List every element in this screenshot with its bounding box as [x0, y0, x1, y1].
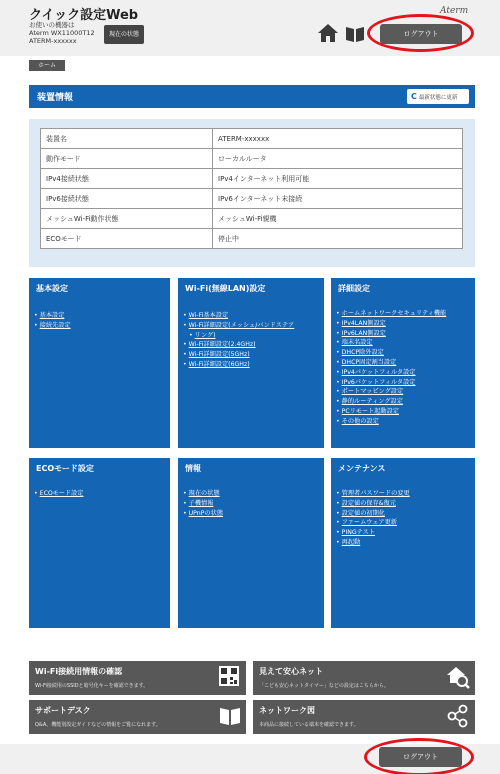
link-device-name[interactable]: • 端末名設定 [336, 338, 446, 348]
link-admin-password[interactable]: • 管理者パスワードの変更 [336, 489, 410, 499]
row-value: ATERM-xxxxxx [213, 129, 463, 149]
link-current-status[interactable]: • 現在の状態 [183, 489, 223, 499]
device-info [29, 21, 95, 45]
link-reboot[interactable]: • 再起動 [336, 538, 410, 548]
link-client-info[interactable]: • 子機情報 [183, 499, 223, 509]
row-value: IPv4インターネット利用可能 [213, 169, 463, 189]
panel-title: メンテナンス [338, 464, 386, 473]
home-icon[interactable] [317, 23, 339, 43]
table-row [41, 149, 463, 169]
shortcut-title: ネットワーク図 [259, 706, 315, 715]
home-search-icon [446, 665, 470, 689]
link-firmware-update[interactable]: • ファームウェア更新 [336, 518, 410, 528]
row-key: IPv6接続状態 [41, 189, 213, 209]
link-static-routing[interactable]: • 静的ルーティング設定 [336, 397, 446, 407]
row-value: メッシュWi-Fi親機 [213, 209, 463, 229]
link-factory-reset[interactable]: • 設定値の初期化 [336, 509, 410, 519]
device-info-header [29, 85, 475, 108]
aterm-logo: Aterm [440, 6, 469, 16]
link-wifi-24ghz[interactable]: • Wi-Fi詳細設定(2.4GHz) [183, 340, 294, 350]
panel-title: 基本設定 [36, 284, 68, 293]
link-dhcp-fixed[interactable]: • DHCP固定割当設定 [336, 358, 446, 368]
refresh-icon: C [411, 92, 417, 101]
shortcut-title: 見えて安心ネット [259, 667, 323, 676]
panel-links [34, 311, 71, 331]
open-book-icon [218, 706, 242, 726]
shortcut-subtitle: Wi-Fi接続用のSSIDと暗号化キーを確認できます。 [35, 683, 149, 689]
app-title: クイック設定Web [29, 8, 139, 23]
panel-title: Wi-Fi(無線LAN)設定 [185, 284, 266, 293]
link-ipv6-lan[interactable]: • IPv6LAN側設定 [336, 329, 446, 339]
link-port-mapping[interactable]: • ポートマッピング設定 [336, 387, 446, 397]
support-desk-button[interactable] [29, 700, 246, 734]
link-other-settings[interactable]: • その他の設定 [336, 417, 446, 427]
table-row [41, 169, 463, 189]
table-row [41, 229, 463, 249]
link-dhcp-exclude[interactable]: • DHCP除外設定 [336, 348, 446, 358]
device-info-title: 装置情報 [37, 93, 74, 103]
wifi-info-confirm-button[interactable] [29, 661, 246, 695]
row-key: メッシュWi-Fi動作状態 [41, 209, 213, 229]
panel-wifi-settings [178, 278, 324, 448]
link-wifi-6ghz[interactable]: • Wi-Fi詳細設定(6GHz) [183, 360, 294, 370]
network-map-button[interactable] [253, 700, 475, 734]
row-value: 停止中 [213, 229, 463, 249]
device-model: Aterm WX11000T12 [29, 29, 95, 37]
row-value: ローカルルータ [213, 149, 463, 169]
panel-basic-settings [29, 278, 170, 448]
table-row [41, 209, 463, 229]
link-wifi-5ghz[interactable]: • Wi-Fi詳細設定(5GHz) [183, 350, 294, 360]
panel-title: ECOモード設定 [36, 464, 94, 473]
panel-title: 情報 [185, 464, 201, 473]
row-value: IPv6インターネット未接続 [213, 189, 463, 209]
link-ipv4-lan[interactable]: • IPv4LAN側設定 [336, 319, 446, 329]
link-eco-mode[interactable]: • ECOモード設定 [34, 489, 83, 499]
row-key: 動作モード [41, 149, 213, 169]
qr-code-icon [218, 665, 240, 687]
shortcut-subtitle: 本商品に接続している端末を確認できます。 [259, 722, 359, 728]
refresh-label: 最新状態に更新 [418, 95, 458, 101]
link-wifi-mesh-cont[interactable]: • リング) [183, 331, 294, 341]
table-row [41, 189, 463, 209]
table-row [41, 129, 463, 149]
logout-button-bottom[interactable]: ログアウト [379, 747, 462, 767]
device-name: ATERM-xxxxxx [29, 37, 77, 45]
panel-links [183, 311, 294, 370]
device-info-table [40, 128, 463, 249]
link-wifi-basic[interactable]: • Wi-Fi基本設定 [183, 311, 294, 321]
shortcut-subtitle: Q&A、機能別設定ガイドなどの情報をご覧になれます。 [35, 722, 161, 728]
mieru-anshin-net-button[interactable] [253, 661, 475, 695]
link-connection-settings[interactable]: • 接続先設定 [34, 321, 71, 331]
refresh-button[interactable] [407, 89, 469, 104]
network-nodes-icon [446, 704, 470, 728]
shortcut-subtitle: 「こども安心ネットタイマー」などの設定はこちらから。 [259, 683, 389, 689]
device-info-panel [29, 119, 475, 267]
panel-information [178, 458, 324, 628]
row-key: IPv4接続状態 [41, 169, 213, 189]
device-label: お使いの機器は [29, 21, 75, 29]
link-basic-settings[interactable]: • 基本設定 [34, 311, 71, 321]
link-ipv4-filter[interactable]: • IPv4パケットフィルタ設定 [336, 368, 446, 378]
breadcrumb-home[interactable]: ホーム [29, 60, 65, 71]
link-upnp-status[interactable]: • UPnPの状態 [183, 509, 223, 519]
link-settings-backup[interactable]: • 設定値の保存&復元 [336, 499, 410, 509]
panel-links [34, 489, 83, 499]
link-ipv6-filter[interactable]: • IPv6パケットフィルタ設定 [336, 378, 446, 388]
link-wifi-mesh[interactable]: • Wi-Fi詳細設定(メッシュ/バンドステア [183, 321, 294, 331]
row-key: 装置名 [41, 129, 213, 149]
link-pc-remote-wake[interactable]: • PCリモート起動設定 [336, 407, 446, 417]
shortcut-title: Wi-Fi接続用情報の確認 [35, 667, 123, 676]
header [0, 0, 500, 56]
row-key: ECOモード [41, 229, 213, 249]
link-ping-test[interactable]: • PINGテスト [336, 528, 410, 538]
panel-links [183, 489, 223, 518]
link-home-network-security[interactable]: • ホームネットワークセキュリティ機能 [336, 309, 446, 319]
panel-links [336, 489, 410, 548]
panel-eco-settings [29, 458, 170, 628]
panel-title: 詳細設定 [338, 284, 370, 293]
panel-detail-settings [331, 278, 475, 448]
panel-maintenance [331, 458, 475, 628]
logout-button-top[interactable]: ログアウト [380, 24, 462, 44]
current-status-button[interactable]: 現在の状態 [104, 25, 144, 44]
book-icon[interactable] [345, 25, 365, 43]
shortcut-title: サポートデスク [35, 706, 91, 715]
panel-links [336, 309, 446, 427]
